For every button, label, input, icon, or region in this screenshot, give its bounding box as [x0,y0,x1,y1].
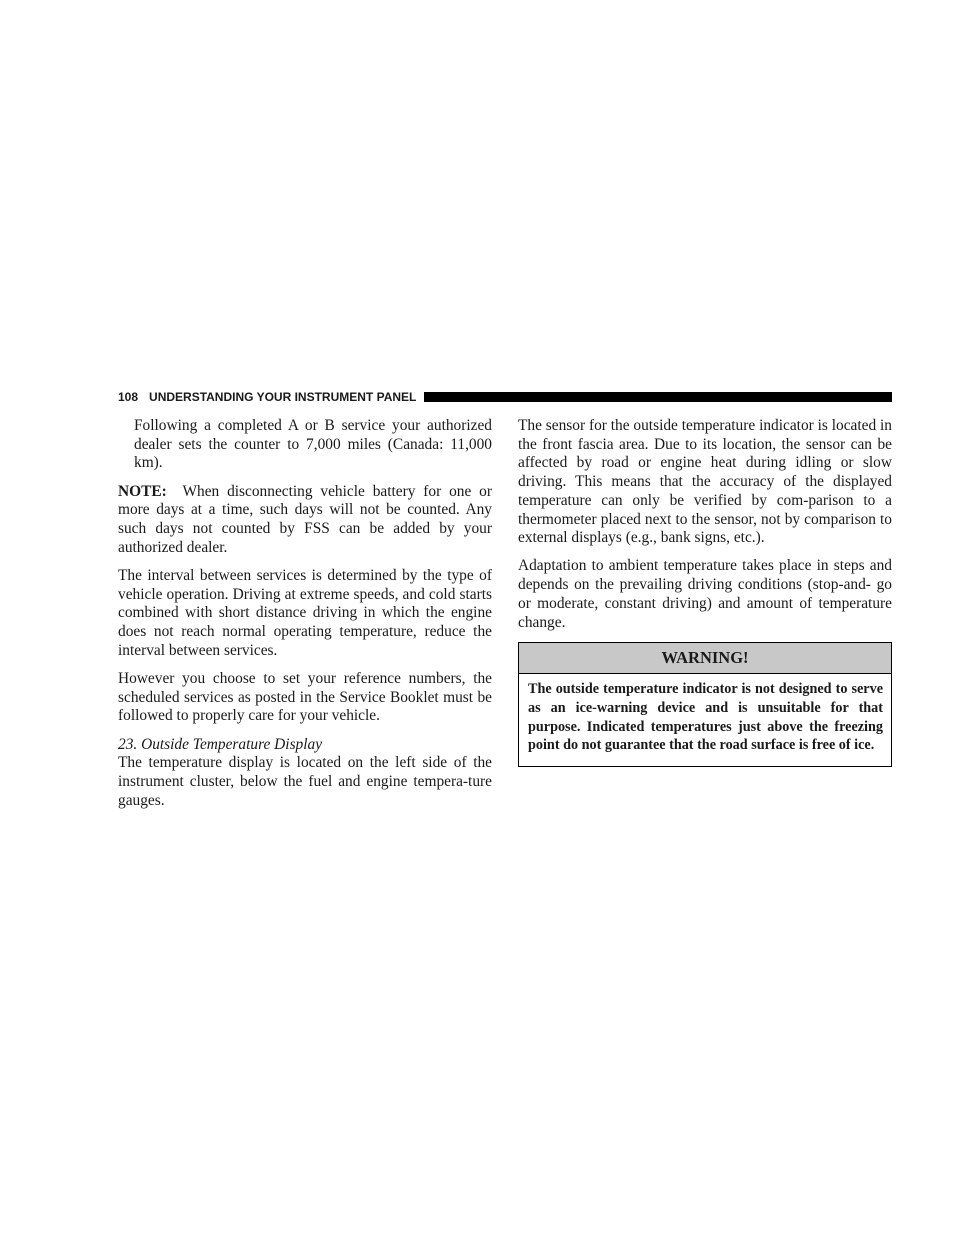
right-column [518,417,892,767]
warning-box [518,642,892,767]
warning-title: WARNING! [519,643,891,674]
page-number: 108 [118,390,139,404]
warning-body: The outside temperature indicator is not designed to serve as an ice-warning device and is unsuitable for that purpose. Indicated temperatures just above the freezing point do not guarantee that the road surface is free of ice. [528,681,883,754]
temperature-display-paragraph: The temperature display is located on the left side of the instrument cluster, below the fuel and engine tempera-ture gauges. [118,754,492,809]
service-counter-paragraph: Following a completed A or B service your authorized dealer sets the counter to 7,000 miles (Canada: 11,000 km). [134,417,492,472]
service-interval-paragraph: The interval between services is determined by the type of vehicle operation. Driving at extreme speeds, and cold starts combined with short distance driving in which the engine does not reach normal operating temperature, reduce the interval between services. [118,566,492,659]
sensor-paragraph: The sensor for the outside temperature indicator is located in the front fascia area. Due to its location, the sensor can be affected by road or engine heat during idling or slow driving. This means that the accuracy of the displayed temperature can only be verified by com-parison to a thermometer placed next to the sensor, not by comparison to external displays (e.g., bank signs, etc.). [518,417,892,547]
reference-numbers-paragraph: However you choose to set your reference numbers, the scheduled services as posted in the Service Booklet must be followed to properly care for your vehicle. [118,669,492,725]
adaptation-paragraph: Adaptation to ambient temperature takes place in steps and depends on the prevailing driving conditions (stop-and- go or moderate, constant driving) and amount of temperature change. [518,557,892,631]
note-label: NOTE: [118,482,167,500]
note-text: When disconnecting vehicle battery for one or more days at a time, such days will not be counted. Any such days not counted by FSS can be added by your authorized dealer. [118,482,492,556]
page-header [118,389,892,405]
note-paragraph [118,483,492,558]
header-rule [424,392,892,402]
left-column [118,417,492,820]
section-title: UNDERSTANDING YOUR INSTRUMENT PANEL [149,390,417,404]
section-subheading: 23. Outside Temperature Display [118,735,323,753]
